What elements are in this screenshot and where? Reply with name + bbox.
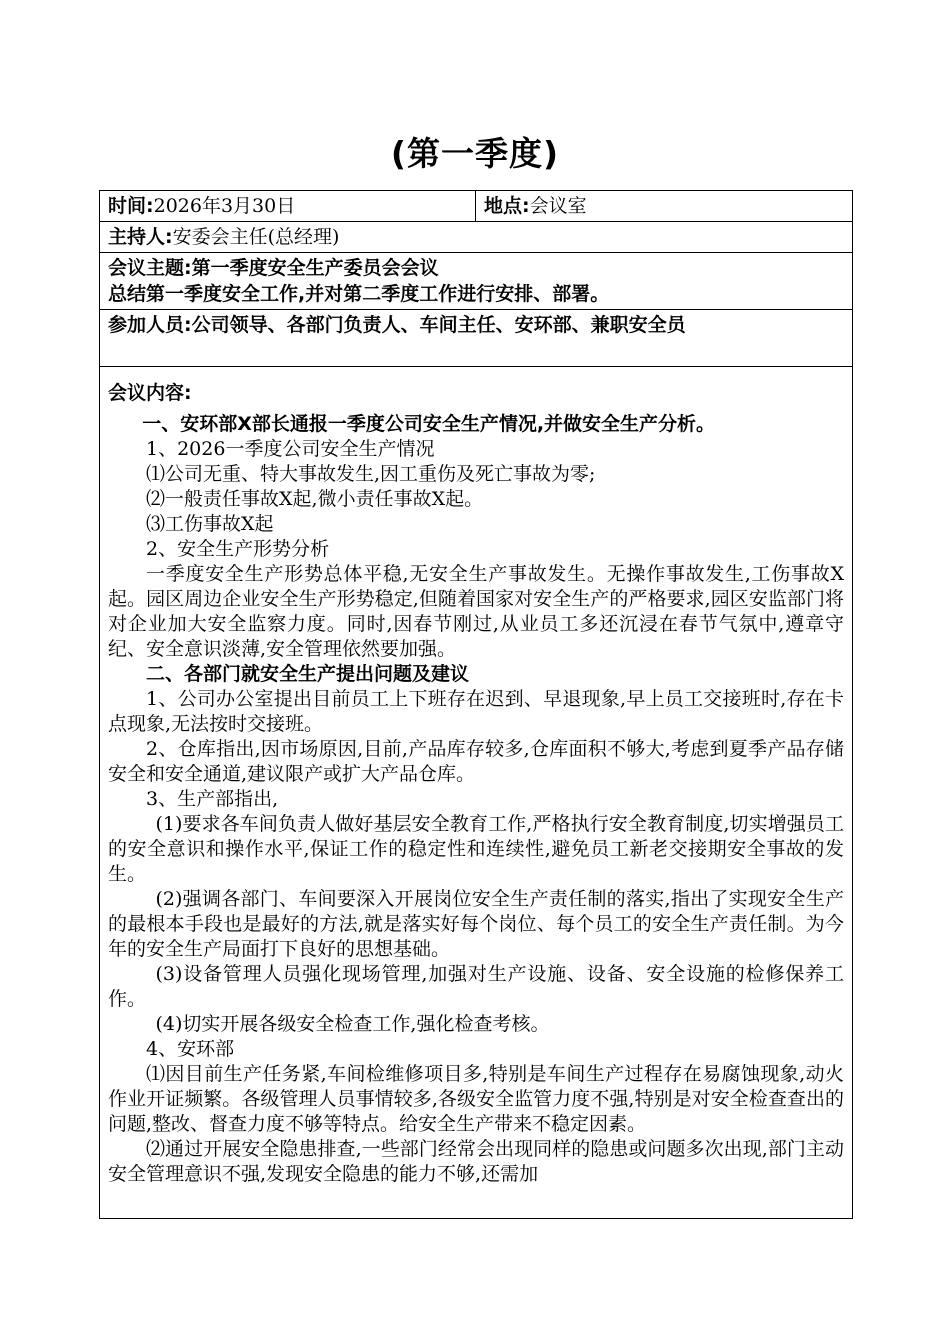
s1-item-1-c: ⑶工伤事故X起: [146, 513, 274, 535]
row-topic: [100, 253, 853, 310]
topic-value: 第一季度安全生产委员会会议: [191, 257, 439, 279]
topic-label: 会议主题:: [108, 257, 192, 279]
content-cell: [100, 367, 853, 1219]
place-cell: [476, 191, 853, 222]
row-content: [100, 367, 853, 1219]
s2-item-4-1: ⑴因目前生产任务紧,车间检维修项目多,特别是车间生产过程存在易腐蚀现象,动火作业开证频繁。各级管理人员事情较多,各级安全监管力度不强,特别是对安全检查查出的问题,整改、督查力度不够等特点。给安全生产带来不稳定因素。: [108, 1063, 844, 1135]
s1-item-1-b: ⑵一般责任事故X起,微小责任事故X起。: [146, 488, 484, 510]
topic-line-2: 总结第一季度安全工作,并对第二季度工作进行安排、部署。: [108, 283, 610, 305]
time-label: 时间:: [108, 195, 154, 217]
place-label: 地点:: [484, 195, 530, 217]
content-label: 会议内容:: [108, 382, 192, 404]
host-cell: [100, 222, 853, 253]
s2-item-4-2: ⑵通过开展安全隐患排查,一些部门经常会出现同样的隐患或问题多次出现,部门主动安全管理意识不强,发现安全隐患的能力不够,还需加: [108, 1138, 844, 1185]
meeting-minutes-table: [99, 190, 853, 1219]
participants-cell: [100, 310, 853, 367]
row-participants: [100, 310, 853, 367]
s2-item-3-4: (4)切实开展各级安全检查工作,强化检查考核。: [155, 1013, 550, 1035]
s2-item-2: 2、仓库指出,因市场原因,目前,产品库存较多,仓库面积不够大,考虑到夏季产品存储安全和安全通道,建议限产或扩大产品仓库。: [108, 738, 844, 785]
s1-item-2-text: 一季度安全生产形势总体平稳,无安全生产事故发生。无操作事故发生,工伤事故X起。园区周边企业安全生产形势稳定,但随着国家对安全生产的严格要求,园区安监部门将对企业加大安全监察力度。同时,因春节刚过,从业员工多还沉浸在春节气氛中,遵章守纪、安全意识淡薄,安全管理依然要加强。: [108, 563, 844, 660]
document-title: (第一季度): [390, 134, 560, 173]
host-value: 安委会主任(总经理): [172, 226, 340, 248]
topic-cell: [100, 253, 853, 310]
participants-label: 参加人员:: [108, 314, 192, 336]
participants-value: 公司领导、各部门负责人、车间主任、安环部、兼职安全员: [191, 314, 686, 336]
s1-item-1: 1、2026一季度公司安全生产情况: [146, 438, 435, 460]
s1-item-2: 2、安全生产形势分析: [146, 538, 330, 560]
place-value: 会议室: [529, 195, 587, 217]
s2-item-3-2: (2)强调各部门、车间要深入开展岗位安全生产责任制的落实,指出了实现安全生产的最根本手段也是最好的方法,就是落实好每个岗位、每个员工的安全生产责任制。为今年的安全生产局面打下良好的思想基础。: [108, 888, 844, 960]
s1-item-1-a: ⑴公司无重、特大事故发生,因工重伤及死亡事故为零;: [146, 463, 596, 485]
s2-item-3-3: (3)设备管理人员强化现场管理,加强对生产设施、设备、安全设施的检修保养工作。: [108, 963, 844, 1010]
section-1-title: 一、安环部X部长通报一季度公司安全生产情况,并做安全生产分析。: [142, 413, 716, 435]
row-host: [100, 222, 853, 253]
host-label: 主持人:: [108, 226, 173, 248]
time-cell: [100, 191, 476, 222]
section-2-title: 二、各部门就安全生产提出问题及建议: [146, 663, 470, 685]
time-value: 2026年3月30日: [153, 195, 296, 217]
row-time-place: [100, 191, 853, 222]
s2-item-3-1: (1)要求各车间负责人做好基层安全教育工作,严格执行安全教育制度,切实增强员工的安全意识和操作水平,保证工作的稳定性和连续性,避免员工新老交接期安全事故的发生。: [108, 813, 844, 885]
topic-line-1: [108, 255, 844, 281]
s2-item-3: 3、生产部指出,: [146, 788, 279, 810]
s2-item-1: 1、公司办公室提出目前员工上下班存在迟到、早退现象,早上员工交接班时,存在卡点现象,无法按时交接班。: [108, 688, 844, 735]
s2-item-4: 4、安环部: [146, 1038, 235, 1060]
